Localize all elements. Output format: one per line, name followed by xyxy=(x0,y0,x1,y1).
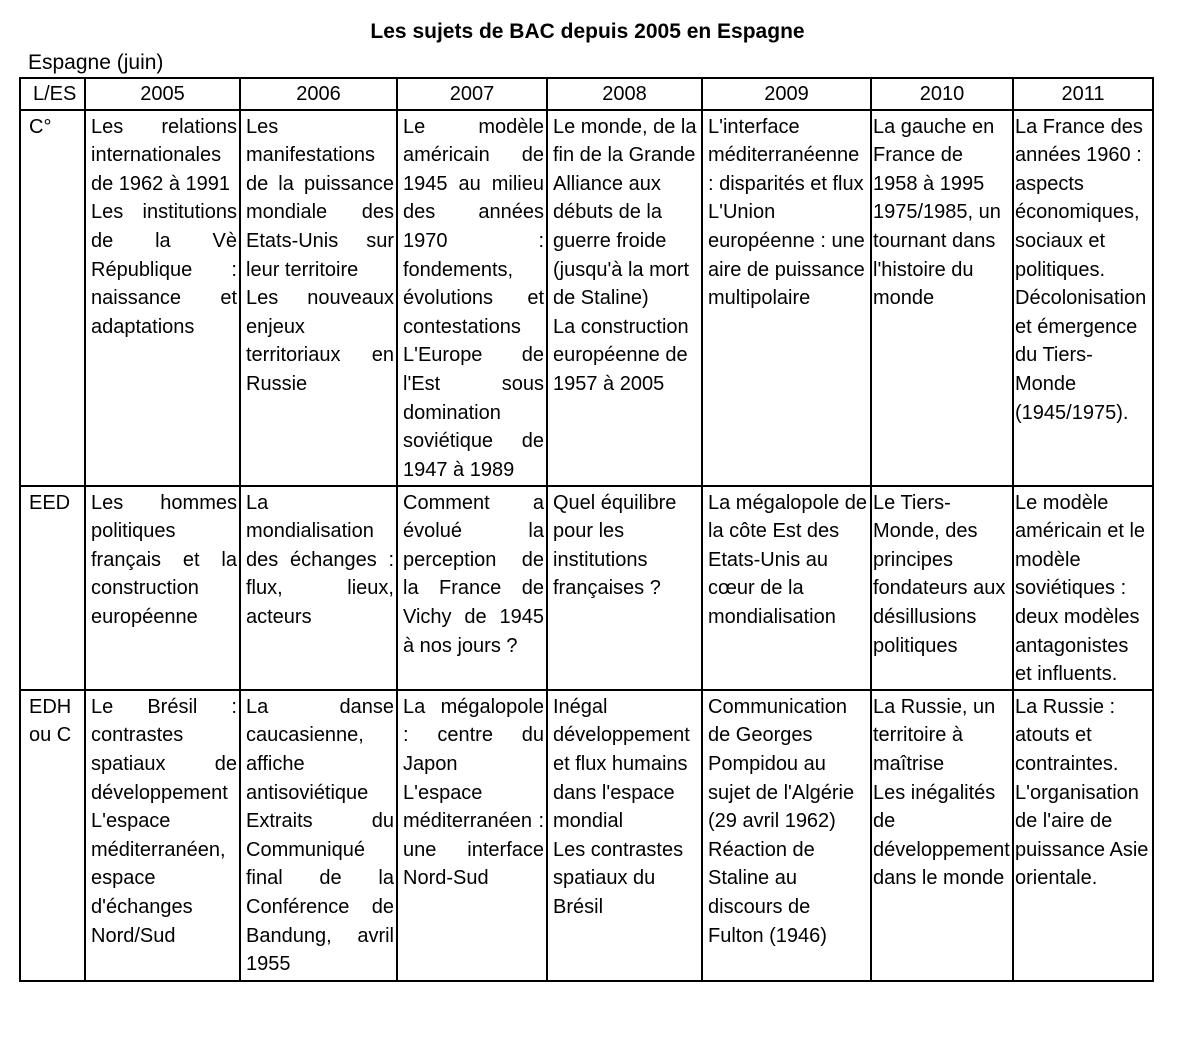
cell-subject: Communication de Georges Pompidou au sujet de l'Algérie (29 avril 1962) xyxy=(708,695,855,833)
header-year: 2006 xyxy=(240,78,397,110)
cell-subject: La Russie, un territoire à maîtrise xyxy=(873,695,996,775)
cell-subject: Les relations internationales de 1962 à 1991 xyxy=(91,115,237,195)
table-cell xyxy=(85,110,240,486)
table-cell xyxy=(871,110,1013,486)
table-cell xyxy=(240,486,397,690)
cell-subject: Le modèle américain de 1945 au milieu des années 1970 : fondements, évolutions et contestations xyxy=(403,115,544,338)
cell-subject: La France des années 1960 : aspects économiques, sociaux et politiques. xyxy=(1015,115,1143,281)
table-cell xyxy=(702,486,871,690)
cell-subject: La construction européenne de 1957 à 2005 xyxy=(553,315,689,395)
table-cell xyxy=(85,690,240,981)
table-cell xyxy=(547,110,702,486)
table-cell xyxy=(240,690,397,981)
cell-subject: Les nouveaux enjeux territoriaux en Russie xyxy=(246,287,394,395)
cell-subject: Inégal développement et flux humains dans l'espace mondial xyxy=(553,695,690,833)
header-year: 2010 xyxy=(871,78,1013,110)
header-year: 2008 xyxy=(547,78,702,110)
page-title: Les sujets de BAC depuis 2005 en Espagne xyxy=(370,20,805,43)
header-year: 2011 xyxy=(1013,78,1153,110)
header-corner: L/ES xyxy=(20,78,85,110)
cell-subject: La danse caucasienne, affiche antisoviétique xyxy=(246,695,394,804)
cell-subject: Les institutions de la Vè République : naissance et adaptations xyxy=(91,201,237,338)
cell-subject: L'Union européenne : une aire de puissance multipolaire xyxy=(708,201,865,310)
cell-subject: L'espace méditerranéen : une interface Nord-Sud xyxy=(403,781,544,890)
table-cell xyxy=(397,690,547,981)
table-cell xyxy=(871,486,1013,690)
cell-subject: Décolonisation et émergence du Tiers-Monde (1945/1975). xyxy=(1015,287,1147,424)
cell-subject: Le Brésil : contrastes spatiaux de développement xyxy=(91,695,237,804)
table-cell xyxy=(1013,690,1153,981)
table-cell xyxy=(240,110,397,486)
cell-subject: Réaction de Staline au discours de Fulton (1946) xyxy=(708,838,827,947)
subjects-table xyxy=(19,77,1154,982)
cell-subject: L'organisation de l'aire de puissance Asie orientale. xyxy=(1015,781,1149,890)
table-cell xyxy=(397,486,547,690)
cell-subject: Les inégalités de développement dans le monde xyxy=(873,781,1010,890)
table-cell xyxy=(85,486,240,690)
header-year: 2007 xyxy=(397,78,547,110)
table-cell xyxy=(702,110,871,486)
cell-subject: Comment a évolué la perception de la France de Vichy de 1945 à nos jours ? xyxy=(403,491,544,657)
table-row xyxy=(20,110,1153,486)
table-cell xyxy=(1013,110,1153,486)
table-subtitle: Espagne (juin) xyxy=(28,51,164,74)
table-cell xyxy=(1013,486,1153,690)
cell-subject: La mégalopole : centre du Japon xyxy=(403,695,544,775)
table-row xyxy=(20,690,1153,981)
table-cell xyxy=(702,690,871,981)
row-label: EED xyxy=(20,486,85,690)
cell-subject: Extraits du Communiqué final de la Conférence de Bandung, avril 1955 xyxy=(246,810,394,976)
row-label: EDH ou C xyxy=(20,690,85,981)
row-label: C° xyxy=(20,110,85,486)
table-cell xyxy=(397,110,547,486)
table-cell xyxy=(871,690,1013,981)
cell-subject: Les contrastes spatiaux du Brésil xyxy=(553,838,684,918)
cell-subject: La mégalopole de la côte Est des Etats-Unis au cœur de la mondialisation xyxy=(708,491,868,628)
header-row xyxy=(20,78,1153,110)
header-year: 2009 xyxy=(702,78,871,110)
cell-subject: La gauche en France de 1958 à 1995 1975/1985, un tournant dans l'histoire du monde xyxy=(873,115,1001,310)
cell-subject: La mondialisation des échanges : flux, lieux, acteurs xyxy=(246,491,394,628)
cell-subject: Le modèle américain et le modèle soviétiques : deux modèles antagonistes et influents. xyxy=(1015,491,1146,686)
table-cell xyxy=(547,486,702,690)
cell-subject: Le monde, de la fin de la Grande Alliance aux débuts de la guerre froide (jusqu'à la mort de Staline) xyxy=(553,115,697,310)
cell-subject: Le Tiers-Monde, des principes fondateurs aux désillusions politiques xyxy=(873,491,1006,657)
cell-subject: Quel équilibre pour les institutions françaises ? xyxy=(553,491,677,600)
cell-subject: L'Europe de l'Est sous domination soviétique de 1947 à 1989 xyxy=(403,344,544,481)
cell-subject: Les manifestations de la puissance mondiale des Etats-Unis sur leur territoire xyxy=(246,115,394,281)
cell-subject: La Russie : atouts et contraintes. xyxy=(1015,695,1119,775)
header-year: 2005 xyxy=(85,78,240,110)
table-cell xyxy=(547,690,702,981)
cell-subject: Les hommes politiques français et la construction européenne xyxy=(91,491,237,628)
table-row xyxy=(20,486,1153,690)
cell-subject: L'interface méditerranéenne : disparités et flux xyxy=(708,115,864,195)
cell-subject: L'espace méditerranéen, espace d'échanges Nord/Sud xyxy=(91,810,226,947)
